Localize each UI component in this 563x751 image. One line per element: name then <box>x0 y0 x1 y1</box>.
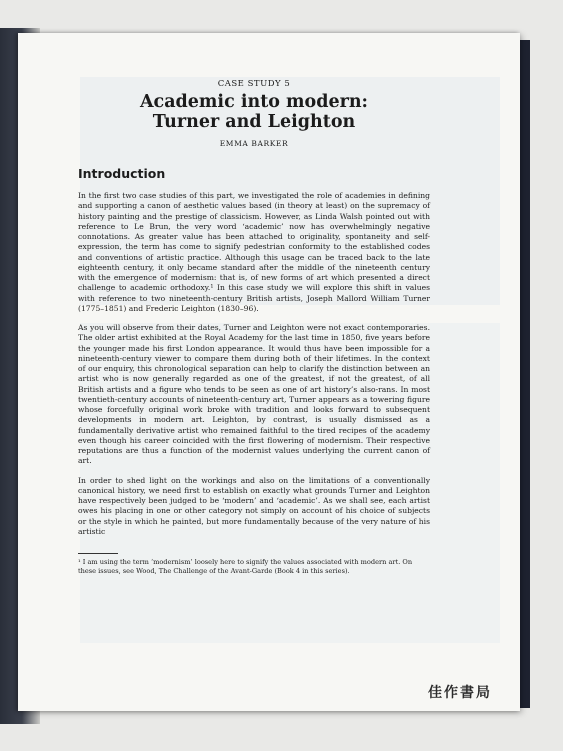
chapter-title <box>78 92 430 132</box>
paragraph-1: In the first two case studies of this part, we investigated the role of academies in defining and supporting a canon of aesthetic values based (in theory at least) on the supremacy of history painting and the prestige of classicism. However, as Linda Walsh pointed out with reference to Le Brun, the very word ‘academic’ now has overwhelmingly negative connotations. As greater value has been attached to originality, spontaneity and self-expression, the term has come to signify pedestrian conformity to the established codes and conventions of artistic practice. Although this usage can be traced back to the late eighteenth century, it only became standard after the middle of the nineteenth century with the emergence of modernism: that is, of new forms of art which presented a direct challenge to academic orthodoxy.¹ In this case study we will explore this shift in values with reference to two nineteenth-century British artists, Joseph Mallord William Turner (1775–1851) and Frederic Leighton (1830–96). <box>78 191 430 313</box>
paragraph-2: As you will observe from their dates, Turner and Leighton were not exact contemporaries. The older artist exhibited at the Royal Academy for the last time in 1850, five years before the younger made his first London appearance. It would thus have been impossible for a nineteenth-century viewer to compare them during both of their lifetimes. In the context of our enquiry, this chronological separation can help to clarify the distinction between an artist who is now generally regarded as one of the greatest, if not the greatest, of all British artists and a figure who tends to be seen as one of art history’s also-rans. In most twentieth-century accounts of nineteenth-century art, Turner appears as a towering figure whose forcefully original work broke with tradition and looks forward to subsequent developments in modern art. Leighton, by contrast, is usually dismissed as a fundamentally derivative artist who remained faithful to the tired recipes of the academy even though his career coincided with the first flowering of modernism. Their respective reputations are thus a function of the modernist values underlying the current canon of art. <box>78 323 430 466</box>
footnote-divider <box>78 553 118 554</box>
footnote: ¹ I am using the term ‘modernism’ loosely here to signify the values associated with modern art. On these issues, see Wood, The Challenge of the Avant-Garde (Book 4 in this series). <box>78 558 413 575</box>
section-heading: Introduction <box>78 166 166 181</box>
author-name: EMMA BARKER <box>219 139 289 148</box>
page-content <box>78 79 430 575</box>
chapter-title-line-1: Academic into modern: <box>139 92 369 112</box>
book-page <box>18 33 520 711</box>
chapter-title-line-2: Turner and Leighton <box>152 112 356 132</box>
case-study-label: CASE STUDY 5 <box>217 79 291 89</box>
watermark-stamp: 佳作書局 <box>428 685 492 701</box>
paragraph-3: In order to shed light on the workings and also on the limitations of a conventionally canonical history, we need first to establish on exactly what grounds Turner and Leighton have respectively been judged to be ‘modern’ and ‘academic’. As we shall see, each artist owes his placing in one or other category not simply on account of his choice of subjects or the style in which he painted, but more fundamentally because of the very nature of his artistic <box>78 475 430 536</box>
